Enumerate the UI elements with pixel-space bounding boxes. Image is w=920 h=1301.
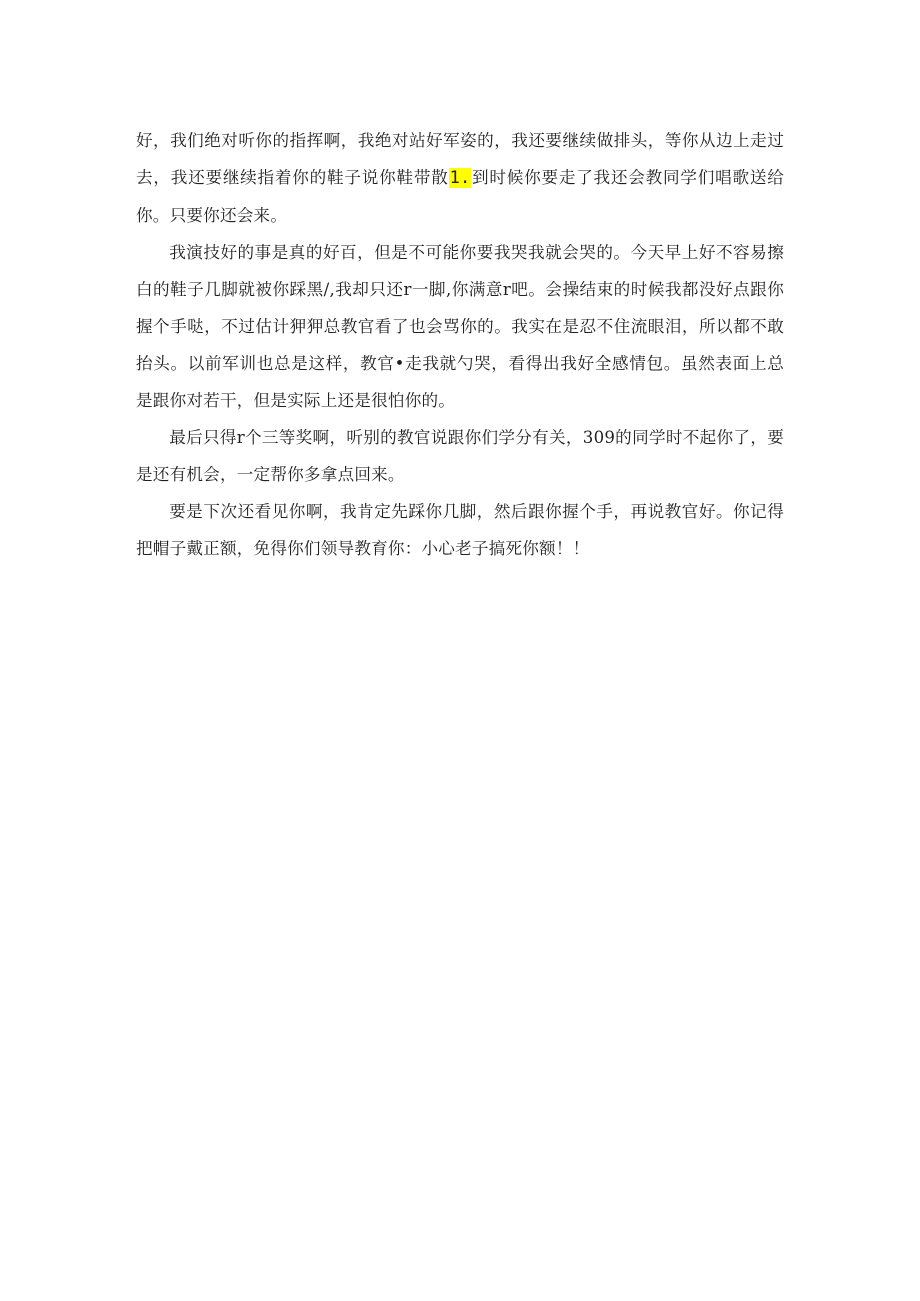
paragraph-3: 最后只得r个三等奖啊，听别的教官说跟你们学分有关，309的同学时不起你了，要是还有机会，一定帮你多拿点回来。 <box>136 428 784 484</box>
paragraph-1-text-before: 好，我们绝对听你的指挥啊，我绝对站好军姿的，我还要继续做排头，等你从边上走过去，我还要继续指着你的鞋子说你鞋带散 <box>136 131 784 187</box>
document-body <box>136 122 784 567</box>
paragraph-1 <box>136 122 784 234</box>
paragraph-1-text-after: 到时候你要走了我还会教同学们唱歌送给你。只要你还会来。 <box>136 168 784 225</box>
paragraph-4: 要是下次还看见你啊，我肯定先踩你几脚，然后跟你握个手，再说教官好。你记得把帽子戴正额，免得你们领导教育你：小心老子搞死你额！！ <box>136 502 784 558</box>
paragraph-2: 我演技好的事是真的好百，但是不可能你要我哭我就会哭的。今天早上好不容易擦白的鞋子几脚就被你踩黑/,我却只还r一脚,你满意r吧。会操结束的时候我都没好点跟你握个手哒，不过估计狎狎总教官看了也会骂你的。我实在是忍不住流眼泪，所以都不敢抬头。以前军训也总是这样，教官•走我就勺哭，看得出我好全感情包。虽然表面上总是跟你对若干，但是实际上还是很怕你的。 <box>136 243 784 410</box>
highlighted-text: 1. <box>449 168 471 188</box>
